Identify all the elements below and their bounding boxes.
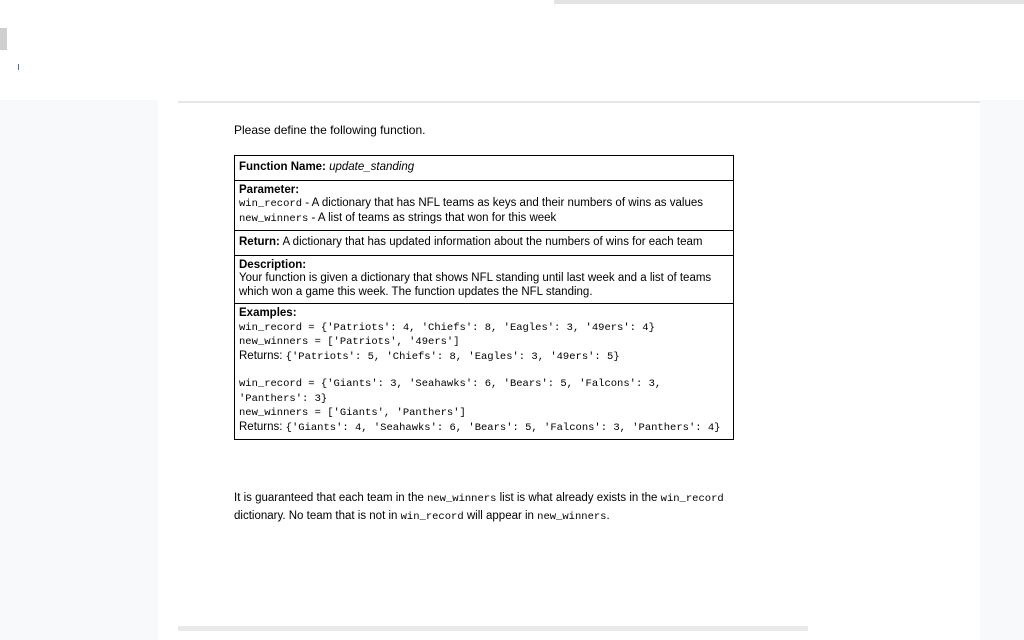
example-gap bbox=[239, 364, 729, 377]
return-label: Return: bbox=[239, 236, 280, 248]
example-1-win-record: win_record = {'Patriots': 4, 'Chiefs': 8, 'Eagles': 3, '49ers': 4} bbox=[239, 321, 655, 334]
note-text-3: dictionary. No team that is not in bbox=[234, 510, 401, 522]
return-row bbox=[235, 231, 734, 256]
left-edge-mark bbox=[0, 28, 7, 50]
example-1-returns: {'Patriots': 5, 'Chiefs': 8, 'Eagles': 3, '49ers': 5} bbox=[285, 350, 620, 363]
parameter-row bbox=[235, 180, 734, 231]
function-name-value: update_standing bbox=[329, 161, 415, 173]
description-text: Your function is given a dictionary that shows NFL standing until last week and a list of teams which won a game this week. The function updates the NFL standing. bbox=[239, 272, 712, 298]
example-2-new-winners: new_winners = ['Giants', 'Panthers'] bbox=[239, 407, 466, 419]
note-text-4: will appear in bbox=[463, 510, 538, 522]
page-top-edge bbox=[178, 101, 980, 103]
note-code-new-winners: new_winners bbox=[427, 493, 497, 505]
top-bar bbox=[554, 0, 1024, 4]
example-2-returns-label: Returns: bbox=[239, 420, 286, 433]
description-row bbox=[235, 255, 734, 304]
guarantee-note bbox=[234, 490, 734, 526]
parameter-label: Parameter: bbox=[239, 183, 300, 196]
example-1-returns-label: Returns: bbox=[239, 349, 286, 362]
param-desc-win-record: - A dictionary that has NFL teams as keys and their numbers of wins as values bbox=[302, 197, 703, 209]
function-spec-table bbox=[234, 155, 734, 440]
text-cursor bbox=[18, 64, 19, 70]
intro-text: Please define the following function. bbox=[234, 123, 426, 137]
note-text-2: list is what already exists in the bbox=[496, 492, 661, 504]
function-name-label: Function Name: bbox=[239, 161, 326, 173]
param-name-new-winners: new_winners bbox=[239, 212, 309, 225]
left-panel bbox=[0, 100, 158, 640]
example-2-returns: {'Giants': 4, 'Seahawks': 6, 'Bears': 5, 'Falcons': 3, 'Panthers': 4} bbox=[285, 421, 721, 434]
right-panel bbox=[980, 100, 1024, 640]
note-text-1: It is guaranteed that each team in the bbox=[234, 492, 428, 504]
examples-label: Examples: bbox=[239, 307, 297, 319]
note-code-win-record-2: win_record bbox=[400, 511, 464, 523]
page-bottom-edge bbox=[178, 626, 808, 631]
description-label: Description: bbox=[239, 258, 307, 271]
param-desc-new-winners: - A list of teams as strings that won for this week bbox=[308, 211, 557, 224]
examples-row bbox=[235, 304, 734, 440]
param-name-win-record: win_record bbox=[239, 198, 303, 210]
note-code-win-record: win_record bbox=[660, 493, 724, 505]
note-code-new-winners-2: new_winners bbox=[537, 511, 607, 523]
return-text: A dictionary that has updated information about the numbers of wins for each team bbox=[279, 236, 703, 248]
example-2-win-record: win_record = {'Giants': 3, 'Seahawks': 6, 'Bears': 5, 'Falcons': 3, 'Panthers': 3} bbox=[239, 378, 662, 405]
function-name-row bbox=[235, 156, 734, 181]
example-1-new-winners: new_winners = ['Patriots', '49ers'] bbox=[239, 336, 460, 348]
note-text-5: . bbox=[606, 510, 610, 522]
